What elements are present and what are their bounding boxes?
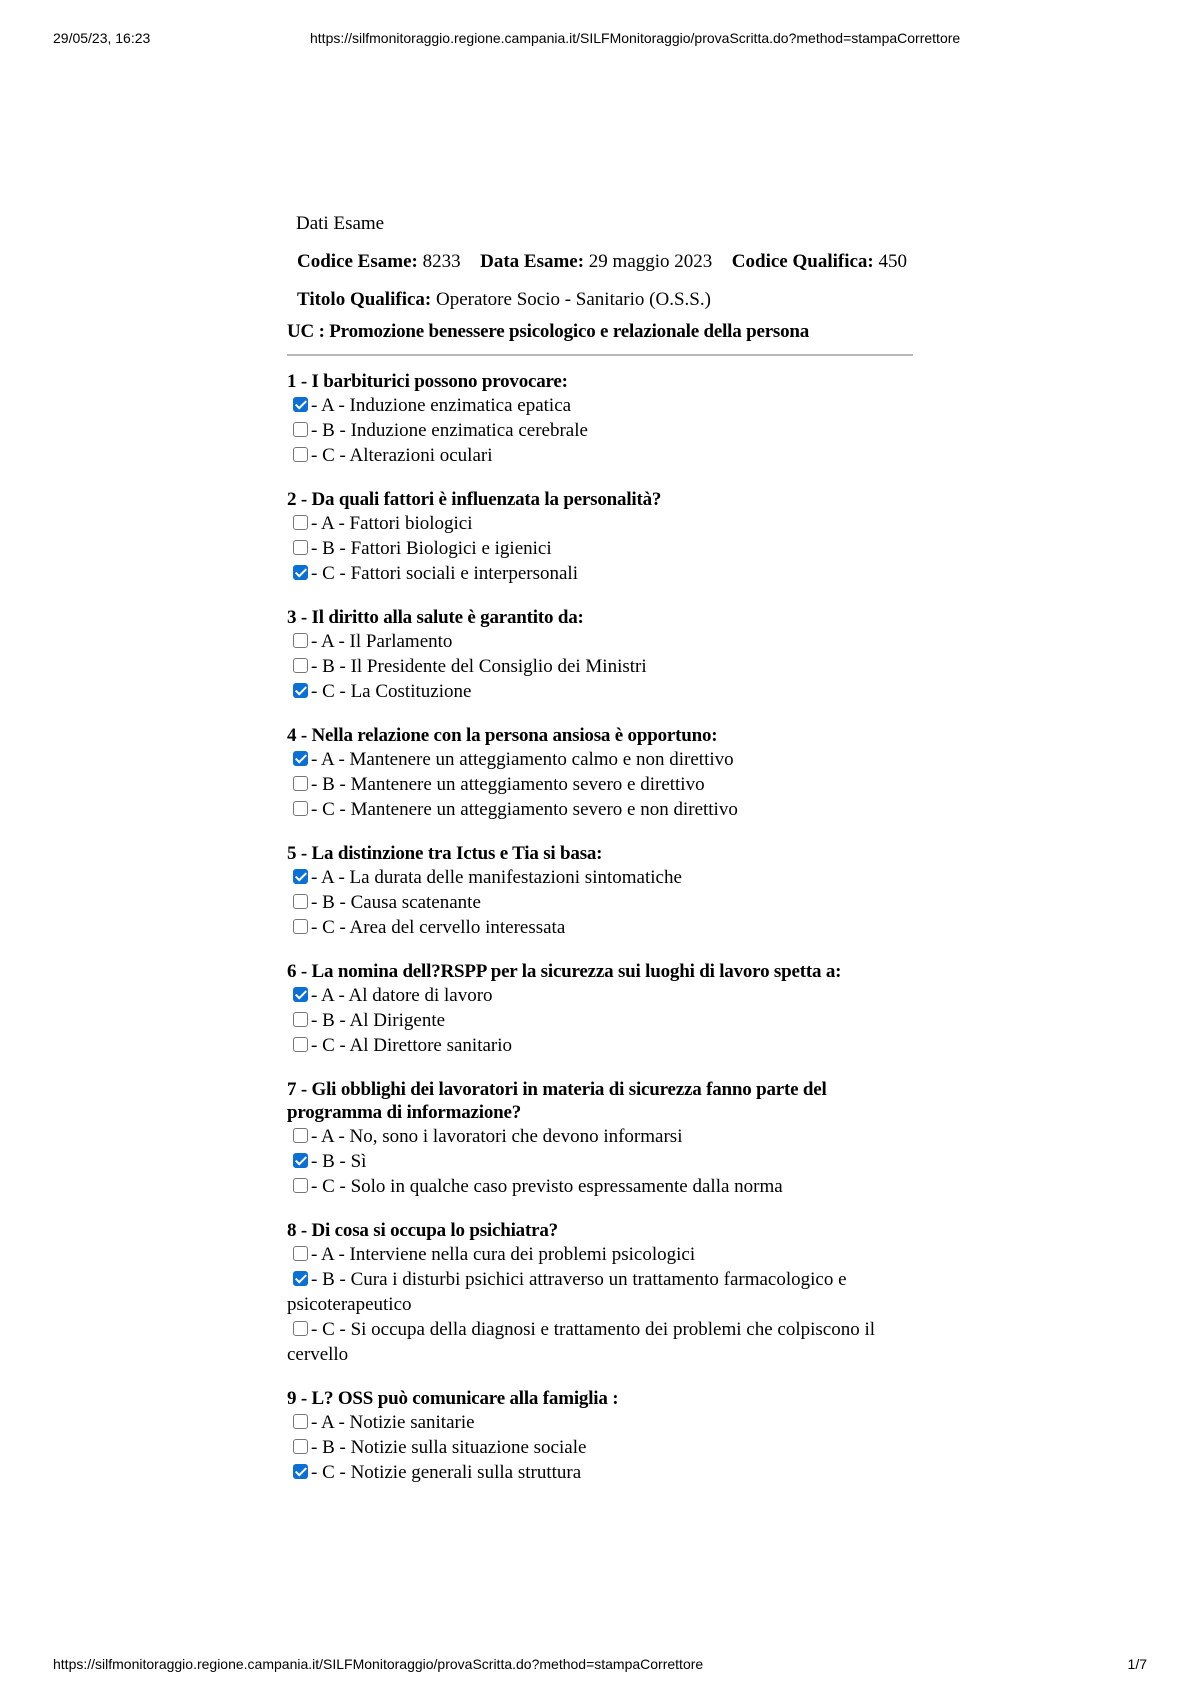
answer-label: - B - Al Dirigente	[311, 1010, 446, 1031]
answer-option	[287, 865, 917, 890]
unchecked-checkbox[interactable]	[293, 919, 308, 934]
answer-label: - C - Solo in qualche caso previsto espressamente dalla norma	[311, 1176, 783, 1197]
footer-url: https://silfmonitoraggio.regione.campania.it/SILFMonitoraggio/provaScritta.do?method=stampaCorrettore	[53, 1656, 704, 1672]
unchecked-checkbox[interactable]	[293, 1321, 308, 1336]
checked-checkbox[interactable]	[293, 1464, 308, 1479]
answer-label: - B - Induzione enzimatica cerebrale	[311, 420, 588, 441]
answer-label: - A - La durata delle manifestazioni sintomatiche	[311, 867, 682, 888]
question-4	[287, 724, 917, 822]
answer-label: - B - Fattori Biologici e igienici	[311, 538, 552, 559]
answer-option	[287, 393, 917, 418]
unchecked-checkbox[interactable]	[293, 633, 308, 648]
checked-checkbox[interactable]	[293, 397, 308, 412]
question-6	[287, 960, 917, 1058]
unchecked-checkbox[interactable]	[293, 515, 308, 530]
answer-option	[287, 1174, 917, 1199]
answer-option	[287, 629, 917, 654]
answer-option	[287, 1460, 917, 1485]
answer-label: - B - Mantenere un atteggiamento severo e direttivo	[311, 774, 705, 795]
question-1	[287, 370, 917, 468]
checked-checkbox[interactable]	[293, 683, 308, 698]
answer-label: - A - Mantenere un atteggiamento calmo e non direttivo	[311, 749, 734, 770]
unchecked-checkbox[interactable]	[293, 447, 308, 462]
answer-option	[287, 772, 917, 797]
answer-option	[287, 443, 917, 468]
question-9	[287, 1387, 917, 1485]
unchecked-checkbox[interactable]	[293, 894, 308, 909]
answer-option	[287, 418, 917, 443]
answer-option	[287, 654, 917, 679]
data-esame-value: 29 maggio 2023	[588, 251, 713, 272]
answer-label: - A - Notizie sanitarie	[311, 1412, 475, 1433]
answer-label: - B - Cura i disturbi psichici attraverso un trattamento farmacologico e psicoterapeutico	[287, 1269, 847, 1315]
unchecked-checkbox[interactable]	[293, 801, 308, 816]
answer-label: - C - Mantenere un atteggiamento severo e non direttivo	[311, 799, 738, 820]
question-text: 8 - Di cosa si occupa lo psichiatra?	[287, 1220, 558, 1241]
question-text: 1 - I barbiturici possono provocare:	[287, 371, 568, 392]
titolo-qualifica-label: Titolo Qualifica:	[297, 289, 432, 310]
question-5	[287, 842, 917, 940]
codice-esame-value: 8233	[422, 251, 461, 272]
checked-checkbox[interactable]	[293, 987, 308, 1002]
answer-option	[287, 1435, 917, 1460]
answer-option	[287, 1317, 917, 1367]
divider	[287, 354, 913, 356]
answer-label: - B - Sì	[311, 1151, 367, 1172]
section-title: Dati Esame	[296, 213, 385, 234]
checked-checkbox[interactable]	[293, 1153, 308, 1168]
unchecked-checkbox[interactable]	[293, 658, 308, 673]
question-3	[287, 606, 917, 704]
answer-option	[287, 1033, 917, 1058]
checked-checkbox[interactable]	[293, 565, 308, 580]
question-text: 4 - Nella relazione con la persona ansiosa è opportuno:	[287, 725, 718, 746]
answer-option	[287, 983, 917, 1008]
unchecked-checkbox[interactable]	[293, 1246, 308, 1261]
titolo-qualifica-row	[297, 288, 917, 312]
answer-option	[287, 1149, 917, 1174]
answer-label: - C - Al Direttore sanitario	[311, 1035, 513, 1056]
unchecked-checkbox[interactable]	[293, 1414, 308, 1429]
answer-label: - A - Fattori biologici	[311, 513, 473, 534]
data-esame-label: Data Esame:	[480, 251, 585, 272]
answer-option	[287, 1008, 917, 1033]
answer-option	[287, 1242, 917, 1267]
answer-label: - C - Alterazioni oculari	[311, 445, 493, 466]
unchecked-checkbox[interactable]	[293, 776, 308, 791]
page-number: 1/7	[1127, 1656, 1147, 1672]
answer-option	[287, 1267, 917, 1317]
codice-esame-label: Codice Esame:	[297, 251, 418, 272]
unchecked-checkbox[interactable]	[293, 1439, 308, 1454]
print-url: https://silfmonitoraggio.regione.campania.it/SILFMonitoraggio/provaScritta.do?method=stampaCorrettore	[310, 30, 961, 46]
question-text: 5 - La distinzione tra Ictus e Tia si basa:	[287, 843, 603, 864]
question-8	[287, 1219, 917, 1367]
unchecked-checkbox[interactable]	[293, 422, 308, 437]
answer-option	[287, 1124, 917, 1149]
question-text: 9 - L? OSS può comunicare alla famiglia :	[287, 1388, 619, 1409]
answer-option	[287, 797, 917, 822]
codice-qualifica-value: 450	[878, 251, 907, 272]
exam-meta-row	[297, 250, 917, 274]
answer-label: - A - Interviene nella cura dei problemi psicologici	[311, 1244, 696, 1265]
unchecked-checkbox[interactable]	[293, 1037, 308, 1052]
question-7	[287, 1078, 917, 1199]
answer-option	[287, 747, 917, 772]
checked-checkbox[interactable]	[293, 869, 308, 884]
answer-option	[287, 890, 917, 915]
answer-option	[287, 915, 917, 940]
checked-checkbox[interactable]	[293, 1271, 308, 1286]
answer-option	[287, 679, 917, 704]
checked-checkbox[interactable]	[293, 751, 308, 766]
answer-label: - C - Si occupa della diagnosi e trattamento dei problemi che colpiscono il cervello	[287, 1319, 876, 1365]
question-text: 3 - Il diritto alla salute è garantito da:	[287, 607, 584, 628]
answer-option	[287, 1410, 917, 1435]
question-list	[287, 370, 917, 1485]
answer-option	[287, 561, 917, 586]
uc-title: UC : Promozione benessere psicologico e relazionale della persona	[287, 321, 810, 342]
unchecked-checkbox[interactable]	[293, 1128, 308, 1143]
question-text: 2 - Da quali fattori è influenzata la personalità?	[287, 489, 662, 510]
unchecked-checkbox[interactable]	[293, 540, 308, 555]
question-text: 7 - Gli obblighi dei lavoratori in materia di sicurezza fanno parte del programma di informazione?	[287, 1079, 827, 1123]
answer-option	[287, 536, 917, 561]
answer-label: - B - Causa scatenante	[311, 892, 481, 913]
question-text: 6 - La nomina dell?RSPP per la sicurezza sui luoghi di lavoro spetta a:	[287, 961, 842, 982]
titolo-qualifica-value: Operatore Socio - Sanitario (O.S.S.)	[435, 289, 711, 310]
answer-label: - C - Notizie generali sulla struttura	[311, 1462, 582, 1483]
answer-label: - A - No, sono i lavoratori che devono informarsi	[311, 1126, 683, 1147]
answer-label: - C - La Costituzione	[311, 681, 472, 702]
unchecked-checkbox[interactable]	[293, 1012, 308, 1027]
answer-label: - B - Notizie sulla situazione sociale	[311, 1437, 587, 1458]
answer-label: - C - Fattori sociali e interpersonali	[311, 563, 578, 584]
exam-content	[287, 212, 917, 1505]
answer-label: - A - Al datore di lavoro	[311, 985, 493, 1006]
answer-label: - A - Il Parlamento	[311, 631, 453, 652]
answer-label: - A - Induzione enzimatica epatica	[311, 395, 572, 416]
print-datetime: 29/05/23, 16:23	[53, 30, 151, 46]
question-2	[287, 488, 917, 586]
answer-label: - C - Area del cervello interessata	[311, 917, 566, 938]
unchecked-checkbox[interactable]	[293, 1178, 308, 1193]
answer-option	[287, 511, 917, 536]
answer-label: - B - Il Presidente del Consiglio dei Ministri	[311, 656, 647, 677]
codice-qualifica-label: Codice Qualifica:	[731, 251, 874, 272]
